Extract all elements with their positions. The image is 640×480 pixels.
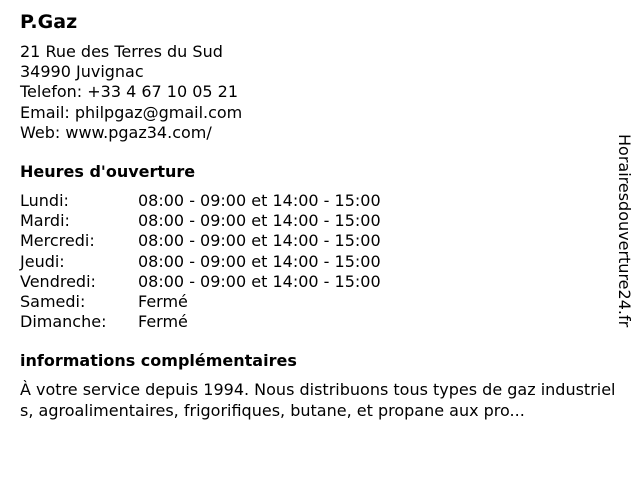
web-line: Web: www.pgaz34.com/ xyxy=(20,122,212,142)
hours-day: Lundi: xyxy=(20,191,69,211)
hours-time: Fermé xyxy=(138,312,188,332)
hours-time: 08:00 - 09:00 et 14:00 - 15:00 xyxy=(138,211,381,231)
hours-day: Mardi: xyxy=(20,211,70,231)
info-text: À votre service depuis 1994. Nous distribuons tous types de gaz industriels, agroalimentaires, frigorifiques, butane, et propane aux pro... xyxy=(20,380,616,420)
business-card xyxy=(20,10,616,421)
address-line-city: 34990 Juvignac xyxy=(20,62,144,82)
hours-row xyxy=(20,292,610,312)
hours-row xyxy=(20,191,610,211)
hours-day: Samedi: xyxy=(20,292,86,312)
phone-line: Telefon: +33 4 67 10 05 21 xyxy=(20,82,239,102)
hours-time: Fermé xyxy=(138,292,188,312)
hours-day: Jeudi: xyxy=(20,251,65,271)
hours-row xyxy=(20,312,610,332)
business-name: P.Gaz xyxy=(20,11,78,33)
hours-row xyxy=(20,231,610,251)
hours-time: 08:00 - 09:00 et 14:00 - 15:00 xyxy=(138,251,381,271)
hours-heading: Heures d'ouverture xyxy=(20,162,196,182)
hours-day: Dimanche: xyxy=(20,312,107,332)
hours-day: Vendredi: xyxy=(20,271,96,291)
hours-row xyxy=(20,252,610,272)
hours-time: 08:00 - 09:00 et 14:00 - 15:00 xyxy=(138,231,381,251)
hours-row xyxy=(20,211,610,231)
hours-row xyxy=(20,272,610,292)
hours-time: 08:00 - 09:00 et 14:00 - 15:00 xyxy=(138,271,381,291)
info-heading: informations complémentaires xyxy=(20,351,297,371)
site-watermark: Horairesdouverture24.fr xyxy=(615,134,634,328)
address-line-street: 21 Rue des Terres du Sud xyxy=(20,42,223,61)
hours-day: Mercredi: xyxy=(20,231,95,251)
hours-table xyxy=(20,191,610,332)
contact-block xyxy=(20,42,610,143)
hours-time: 08:00 - 09:00 et 14:00 - 15:00 xyxy=(138,191,381,211)
email-line: Email: philpgaz@gmail.com xyxy=(20,102,243,122)
